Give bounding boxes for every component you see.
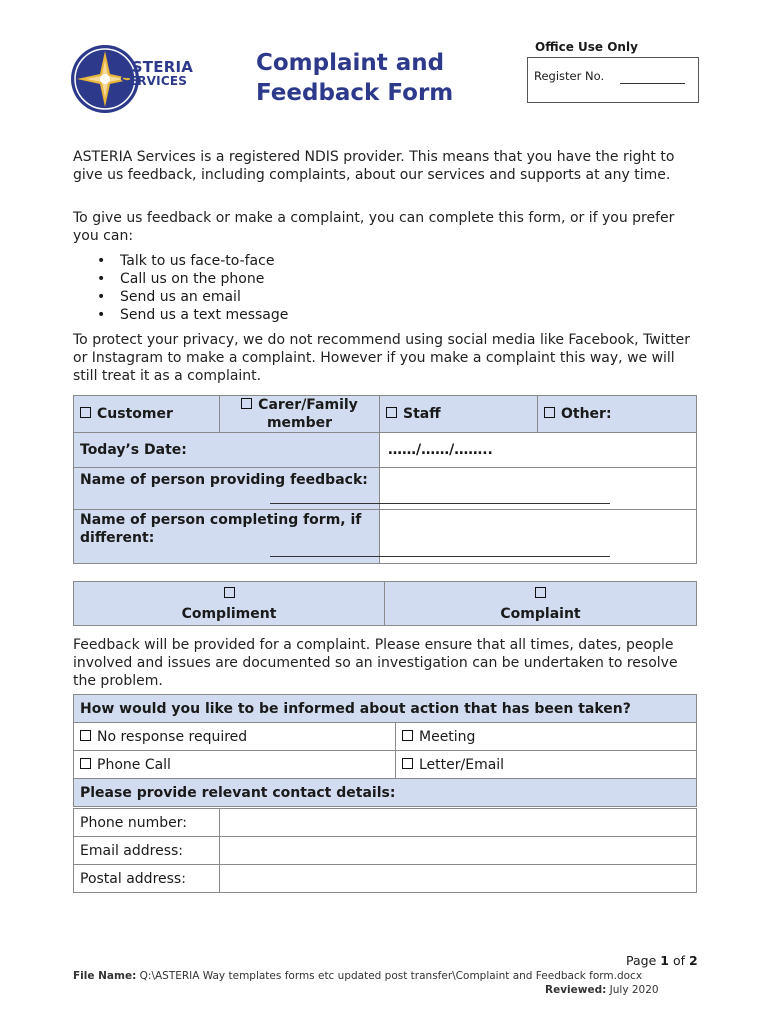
checkbox-icon[interactable] [241,398,252,409]
checkbox-icon[interactable] [80,758,91,769]
page-number [626,953,698,968]
register-number-label: Register No. [534,69,605,83]
page-of: of [672,953,685,968]
customer-option[interactable] [74,396,220,433]
other-option[interactable] [538,396,697,433]
checkbox-icon[interactable] [386,407,397,418]
response-preference-table [73,694,697,807]
meeting-option[interactable] [396,723,697,751]
response-question: How would you like to be informed about action that has been taken? [74,695,697,723]
customer-label: Customer [97,406,173,422]
feedback-type-table [73,581,697,626]
email-address-label: Email address: [74,837,220,865]
checkbox-icon[interactable] [544,407,555,418]
reviewed-date [545,984,659,996]
list-item: • Send us a text message [93,306,288,324]
person-details-table [73,395,697,564]
staff-label: Staff [403,406,441,422]
postal-address-label: Postal address: [74,865,220,893]
file-path: Q:\ASTERIA Way templates forms etc updated post transfer\Complaint and Feedback form.docx [139,970,643,982]
complaint-option[interactable] [385,582,697,626]
brand-line-1: ASTERIA [120,58,194,76]
title-line-2: Feedback Form [256,80,454,106]
name-completing-underline [270,556,610,557]
page-title [256,48,453,108]
contact-details-table [73,808,697,893]
file-name-label: File Name: [73,970,137,982]
brand-name [120,60,193,88]
compliment-label: Compliment [181,606,277,622]
title-line-1: Complaint and [256,50,445,76]
intro-paragraph-1: ASTERIA Services is a registered NDIS provider. This means that you have the right to give us feedback, including complaints, about our services and supports at any time. [73,149,675,183]
complaint-label: Complaint [500,606,581,622]
no-response-label: No response required [97,728,248,745]
intro-paragraph-2: To give us feedback or make a complaint, you can complete this form, or if you prefer you can: [73,210,675,244]
carer-label-line-2: member [266,415,333,431]
name-feedback-underline [270,503,610,504]
page-total: 2 [688,953,698,968]
carer-option[interactable] [220,396,380,433]
file-name [73,970,642,982]
date-placeholder: ……/……/…….. [388,442,493,458]
checkbox-icon[interactable] [535,587,546,598]
register-number-field[interactable] [620,83,685,84]
checkbox-icon[interactable] [80,407,91,418]
checkbox-icon[interactable] [402,730,413,741]
carer-label: Carer/Family [258,397,358,413]
office-use-label: Office Use Only [535,40,638,54]
reviewed-label: Reviewed: [545,984,607,996]
date-label: Today’s Date: [74,433,380,468]
list-item: • Talk to us face-to-face [93,252,288,270]
letter-email-option[interactable] [396,751,697,779]
contact-options-list [93,252,288,324]
name-feedback-label: Name of person providing feedback: [74,468,380,510]
phone-call-option[interactable] [74,751,396,779]
brand-line-2: SERVICES [120,74,188,88]
page-current: 1 [660,953,669,968]
list-item: • Call us on the phone [93,270,288,288]
checkbox-icon[interactable] [402,758,413,769]
meeting-label: Meeting [419,728,476,745]
checkbox-icon[interactable] [224,587,235,598]
notice-paragraph: Feedback will be provided for a complaint. Please ensure that all times, dates, people involved and issues are documented so an investigation can be undertaken to resolve the problem. [73,637,678,689]
phone-number-field[interactable] [220,809,697,837]
phone-call-label: Phone Call [97,756,171,773]
letter-email-label: Letter/Email [419,756,505,773]
phone-number-label: Phone number: [74,809,220,837]
privacy-paragraph: To protect your privacy, we do not recommend using social media like Facebook, Twitter or Instagram to make a complaint. However if you make a complaint this way, we will still treat it as a complaint. [73,332,690,384]
list-item: • Send us an email [93,288,288,306]
email-address-field[interactable] [220,837,697,865]
reviewed-value: July 2020 [609,984,659,996]
no-response-option[interactable] [74,723,396,751]
contact-details-heading: Please provide relevant contact details: [74,779,697,807]
staff-option[interactable] [380,396,538,433]
other-label: Other: [561,406,612,422]
date-field[interactable] [380,433,697,468]
postal-address-field[interactable] [220,865,697,893]
compliment-option[interactable] [74,582,385,626]
name-completing-label: Name of person completing form, if different: [74,510,380,564]
checkbox-icon[interactable] [80,730,91,741]
page-word: Page [626,953,657,968]
